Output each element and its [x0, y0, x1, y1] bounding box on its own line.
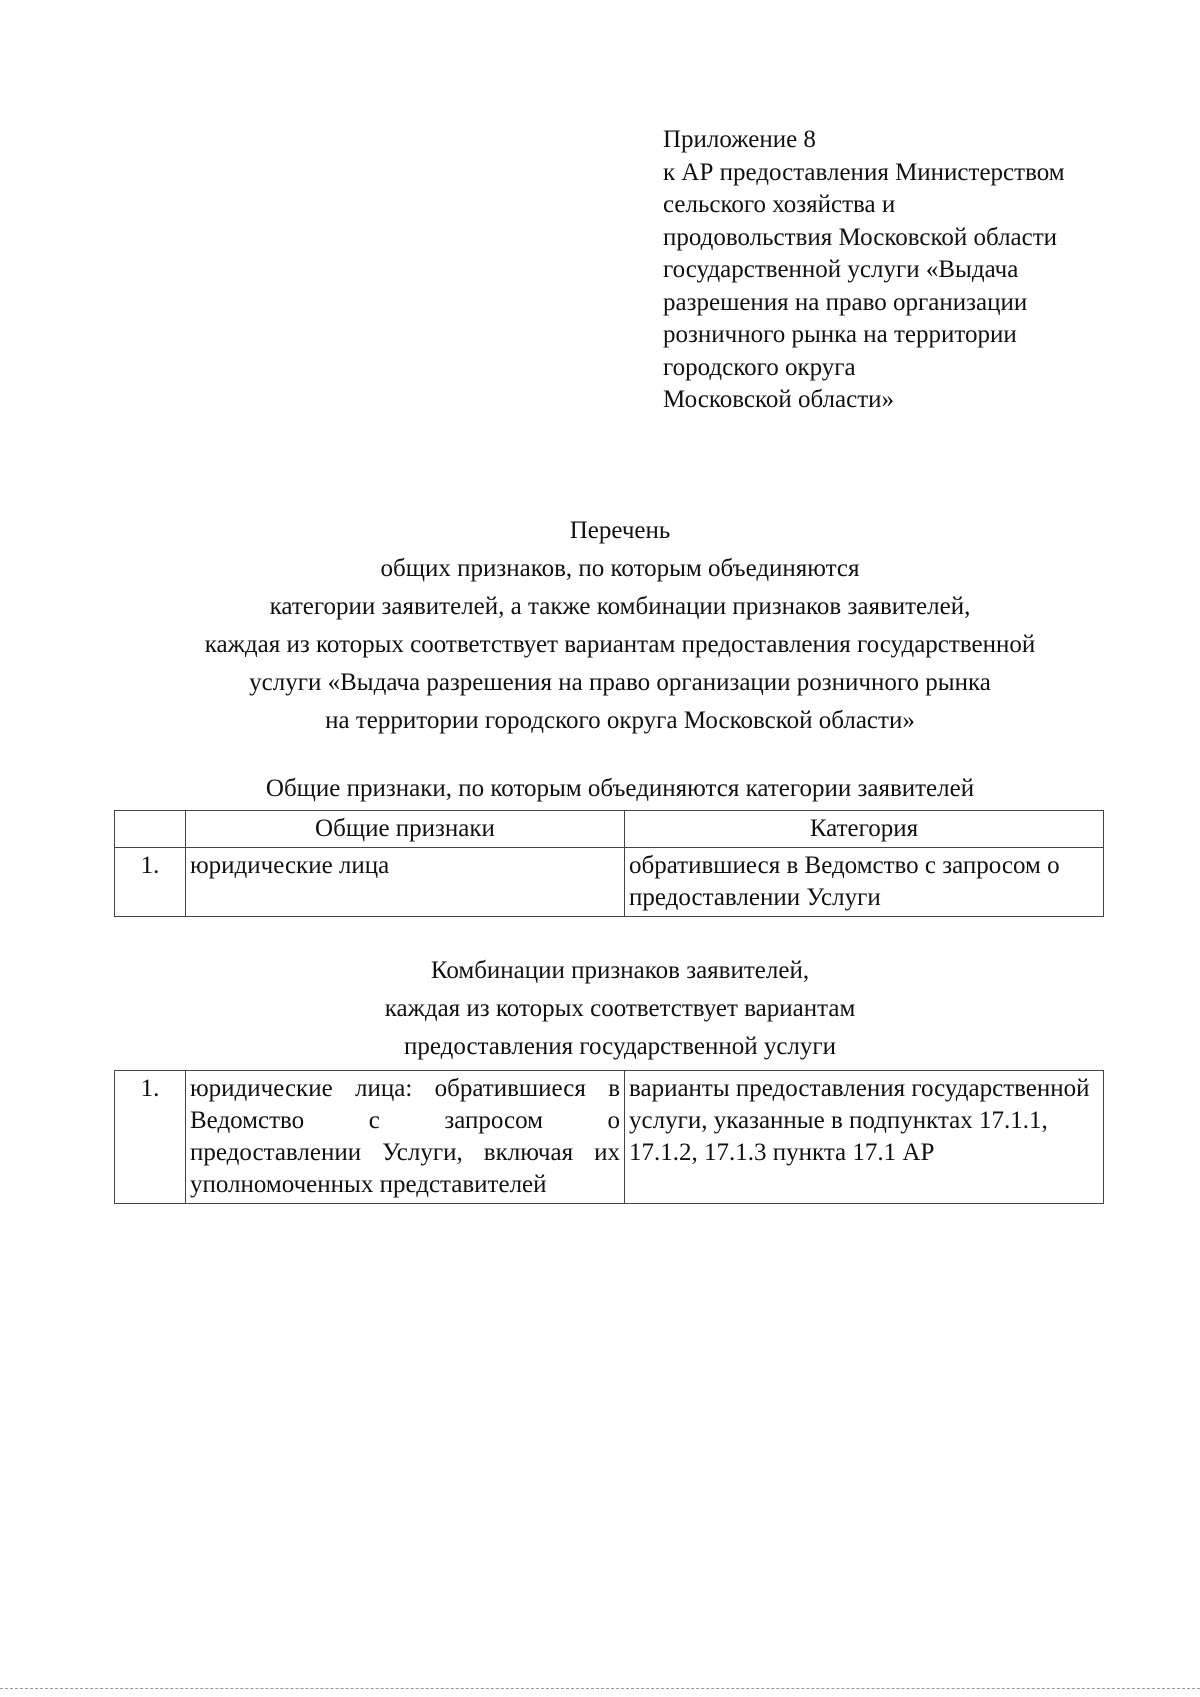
title-line: каждая из которых соответствует вариантам предоставления государственной [204, 631, 1036, 658]
annex-line: Московской области» [663, 386, 895, 413]
annex-line: разрешения на право организации [663, 288, 1028, 316]
annex-line: городского округа [663, 353, 856, 381]
table-header-cell: Категория [625, 811, 1104, 848]
category-cell: обратившиеся в Ведомство с запросом о предоставлении Услуги [625, 848, 1104, 917]
annex-header [663, 124, 1183, 417]
table1-caption: Общие признаки, по которым объединяются категории заявителей [265, 775, 975, 802]
title-line: Перечень [569, 517, 671, 544]
caption-line: каждая из которых соответствует вариантам [384, 995, 856, 1022]
annex-line: Приложение 8 [663, 126, 816, 153]
table2-caption [100, 952, 1140, 1066]
caption-line: Комбинации признаков заявителей, [430, 957, 810, 984]
document-title [100, 512, 1140, 740]
combination-cell: юридические лица: обратившиеся в Ведомство с запросом о предоставлении Услуги, включая их уполномоченных представителей [186, 1071, 625, 1204]
table-row [115, 848, 1104, 917]
caption-line: предоставления государственной услуги [403, 1033, 837, 1060]
common-features-table [114, 810, 1104, 917]
table-header-row [115, 811, 1104, 848]
table-header-cell: Общие признаки [186, 811, 625, 848]
annex-line: к АР предоставления Министерством [663, 158, 1065, 186]
table-row [115, 1071, 1104, 1204]
scan-footer-line [0, 1688, 1200, 1690]
feature-combinations-table [114, 1070, 1104, 1204]
annex-line: розничного рынка на территории [663, 321, 1017, 348]
annex-line: государственной услуги «Выдача [663, 256, 1019, 283]
table-header-cell [115, 811, 186, 848]
annex-line: сельского хозяйства и [663, 191, 896, 218]
title-line: на территории городского округа Московской области» [325, 707, 915, 734]
variants-cell: варианты предоставления государственной услуги, указанные в подпунктах 17.1.1, 17.1.2, 17.1.3 пункта 17.1 АР [625, 1071, 1104, 1204]
title-line: услуги «Выдача разрешения на право организации розничного рынка [249, 669, 991, 696]
title-line: категории заявителей, а также комбинации признаков заявителей, [269, 593, 971, 620]
title-line: общих признаков, по которым объединяются [380, 555, 860, 582]
row-number: 1. [115, 848, 186, 917]
feature-cell: юридические лица [186, 848, 625, 917]
row-number: 1. [115, 1071, 186, 1204]
annex-line: продовольствия Московской области [663, 223, 1058, 251]
